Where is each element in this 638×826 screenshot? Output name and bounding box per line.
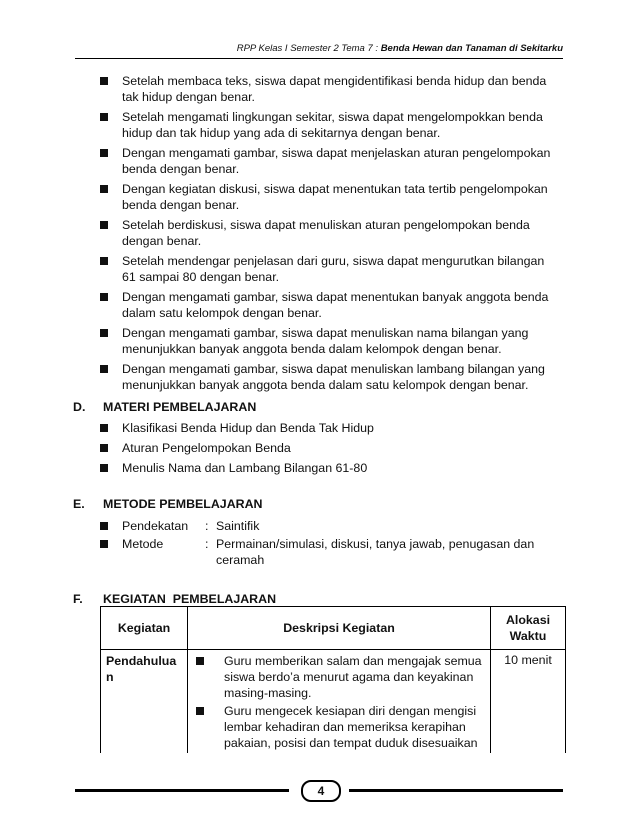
list-item: [100, 518, 560, 534]
method-value: Saintifik: [216, 519, 260, 533]
square-bullet-icon: [100, 293, 108, 301]
table-header-row: [101, 607, 566, 650]
list-item: Dengan kegiatan diskusi, siswa dapat menentukan tata tertib pengelompokan benda dengan benar.: [100, 181, 560, 213]
list-item: Aturan Pengelompokan Benda: [100, 440, 560, 456]
method-key: Metode: [122, 537, 164, 551]
section-title: MATERI PEMBELAJARAN: [103, 400, 257, 414]
square-bullet-icon: [100, 522, 108, 530]
square-bullet-icon: [196, 657, 204, 665]
list-item: Setelah mendengar penjelasan dari guru, siswa dapat mengurutkan bilangan 61 sampai 80 dengan benar.: [100, 253, 560, 285]
section-label: E.: [73, 497, 85, 511]
square-bullet-icon: [100, 77, 108, 85]
time-cell: 10 menit: [491, 650, 566, 754]
materi-list: [100, 420, 560, 480]
list-item: Setelah membaca teks, siswa dapat mengidentifikasi benda hidup dan benda tak hidup dengan benar.: [100, 73, 560, 105]
header-prefix: RPP Kelas I Semester 2 Tema 7 :: [236, 43, 381, 54]
list-item: Setelah berdiskusi, siswa dapat menuliskan aturan pengelompokan benda dengan benar.: [100, 217, 560, 249]
square-bullet-icon: [100, 329, 108, 337]
objectives-list: [100, 73, 560, 397]
method-key: Pendekatan: [122, 519, 189, 533]
footer-rule-left: [75, 789, 289, 792]
section-title: KEGIATAN PEMBELAJARAN: [103, 592, 277, 606]
square-bullet-icon: [100, 464, 108, 472]
list-item: Menulis Nama dan Lambang Bilangan 61-80: [100, 460, 560, 476]
page-footer: [75, 779, 563, 801]
activity-table: [100, 606, 566, 753]
square-bullet-icon: [100, 424, 108, 432]
header-title: Benda Hewan dan Tanaman di Sekitarku: [380, 43, 563, 54]
activity-cell: Pendahulua n: [101, 650, 188, 754]
column-header: Alokasi Waktu: [491, 607, 566, 650]
list-item: Guru memberikan salam dan mengajak semua siswa berdo’a menurut agama dan keyakinan masing-masing.: [196, 653, 482, 701]
square-bullet-icon: [196, 707, 204, 715]
colon: :: [205, 519, 209, 533]
square-bullet-icon: [100, 221, 108, 229]
square-bullet-icon: [100, 444, 108, 452]
column-header: Kegiatan: [101, 607, 188, 650]
running-header: [0, 43, 563, 54]
header-rule: [75, 58, 563, 59]
footer-rule-right: [349, 789, 563, 792]
square-bullet-icon: [100, 365, 108, 373]
list-item: Dengan mengamati gambar, siswa dapat menuliskan nama bilangan yang menunjukkan banyak anggota benda dalam kelompok dengan benar.: [100, 325, 560, 357]
description-cell: [188, 650, 491, 754]
method-value: Permainan/simulasi, diskusi, tanya jawab, penugasan dan ceramah: [216, 537, 535, 567]
list-item: Dengan mengamati gambar, siswa dapat menuliskan lambang bilangan yang menunjukkan banyak anggota benda dalam satu kelompok dengan benar.: [100, 361, 560, 393]
list-item: Dengan mengamati gambar, siswa dapat menjelaskan aturan pengelompokan benda dengan benar.: [100, 145, 560, 177]
metode-list: [100, 518, 560, 572]
square-bullet-icon: [100, 185, 108, 193]
list-item: Dengan mengamati gambar, siswa dapat menentukan banyak anggota benda dalam satu kelompok dengan benar.: [100, 289, 560, 321]
page-number: 4: [301, 780, 341, 802]
section-title: METODE PEMBELAJARAN: [103, 497, 263, 511]
section-label: D.: [73, 400, 86, 414]
square-bullet-icon: [100, 257, 108, 265]
list-item: [100, 536, 560, 570]
section-label: F.: [73, 592, 83, 606]
list-item: Setelah mengamati lingkungan sekitar, siswa dapat mengelompokkan benda hidup dan tak hidup yang ada di sekitarnya dengan benar.: [100, 109, 560, 141]
table-row: [101, 650, 566, 754]
list-item: Klasifikasi Benda Hidup dan Benda Tak Hidup: [100, 420, 560, 436]
list-item: Guru mengecek kesiapan diri dengan mengisi lembar kehadiran dan memeriksa kerapihan pakaian, posisi dan tempat duduk disesuaikan: [196, 703, 482, 751]
square-bullet-icon: [100, 113, 108, 121]
square-bullet-icon: [100, 149, 108, 157]
square-bullet-icon: [100, 540, 108, 548]
column-header: Deskripsi Kegiatan: [188, 607, 491, 650]
colon: :: [205, 537, 209, 551]
